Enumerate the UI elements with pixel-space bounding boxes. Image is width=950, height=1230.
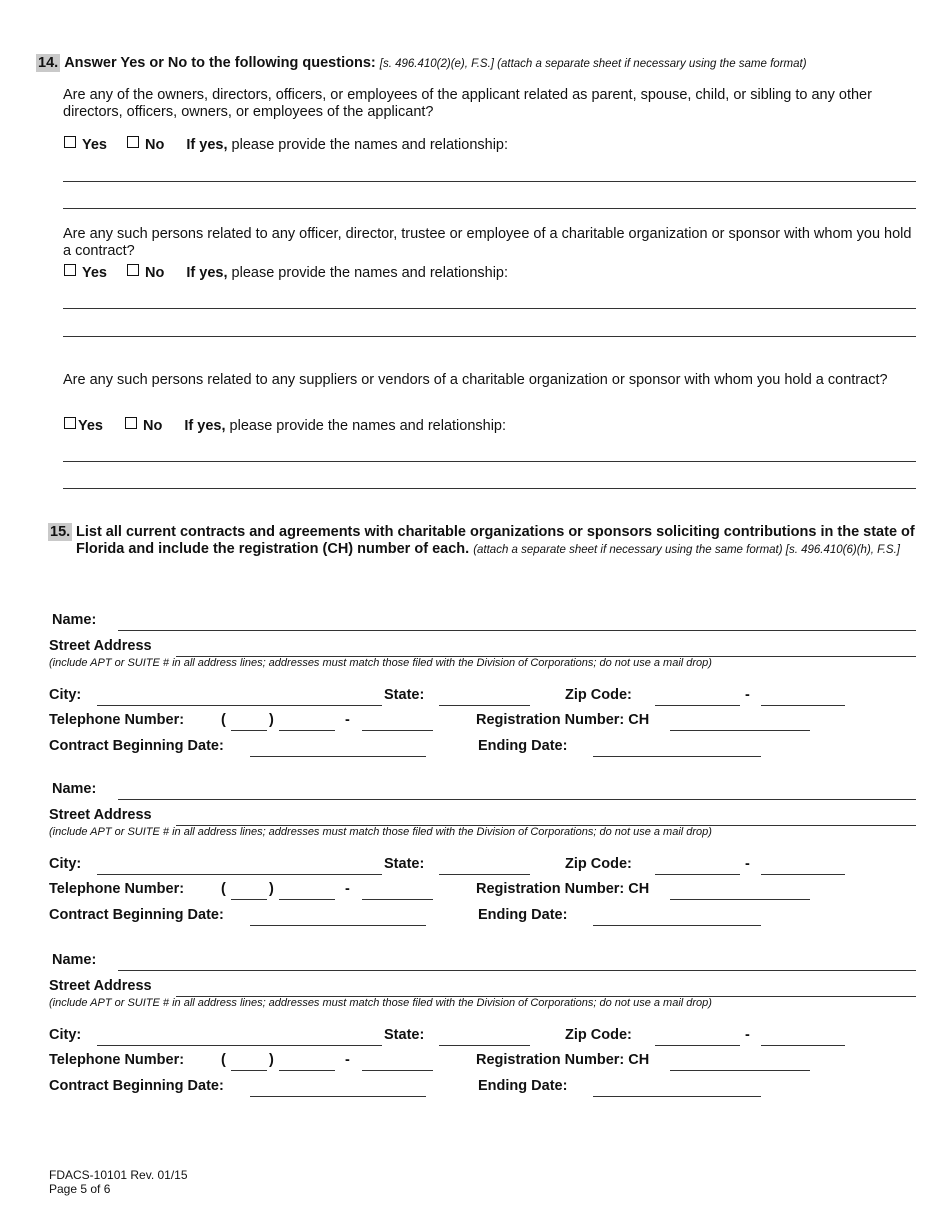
registration-label: Registration Number: CH xyxy=(476,712,650,728)
yes-checkbox[interactable] xyxy=(64,417,76,429)
no-checkbox[interactable] xyxy=(127,136,139,148)
state-field[interactable] xyxy=(439,874,530,875)
phone-line-field[interactable] xyxy=(362,1070,433,1071)
yes-label: Yes xyxy=(78,418,103,434)
telephone-label: Telephone Number: xyxy=(49,881,185,897)
begin-date-field[interactable] xyxy=(250,756,426,757)
street-address-label: Street Address xyxy=(49,807,152,823)
end-date-label: Ending Date: xyxy=(478,1078,568,1094)
end-date-field[interactable] xyxy=(593,756,761,757)
if-yes-instruction xyxy=(184,418,506,434)
phone-prefix-field[interactable] xyxy=(279,1070,335,1071)
name-label: Name: xyxy=(52,612,97,628)
address-note: (include APT or SUITE # in all address lines; addresses must match those filed with the Division of Corporations; do not use a mail drop) xyxy=(49,997,712,1009)
city-field[interactable] xyxy=(97,705,382,706)
yes-option[interactable] xyxy=(64,265,107,281)
phone-dash: - xyxy=(345,712,350,728)
phone-paren-close: ) xyxy=(269,1052,274,1068)
end-date-label: Ending Date: xyxy=(478,738,568,754)
question-citation: (attach a separate sheet if necessary using the same format) [s. 496.410(6)(h), F.S.] xyxy=(473,544,900,556)
phone-paren-open: ( xyxy=(221,881,226,897)
answer-line[interactable] xyxy=(63,336,916,337)
state-label: State: xyxy=(384,1027,425,1043)
answer-line[interactable] xyxy=(63,488,916,489)
question-title: List all current contracts and agreements with charitable organizations or sponsors soliciting contributions in the state of Florida and include the registration (CH) number of each. xyxy=(76,524,915,557)
answer-line[interactable] xyxy=(63,181,916,182)
question-number: 14. xyxy=(38,55,59,71)
zip-dash: - xyxy=(745,687,750,703)
registration-field[interactable] xyxy=(670,899,810,900)
question-15-heading xyxy=(76,524,922,559)
city-label: City: xyxy=(49,856,82,872)
name-field[interactable] xyxy=(118,970,916,971)
yes-label: Yes xyxy=(82,265,107,281)
city-field[interactable] xyxy=(97,1045,382,1046)
zip-extension-field[interactable] xyxy=(761,874,845,875)
answer-line[interactable] xyxy=(63,208,916,209)
phone-paren-close: ) xyxy=(269,712,274,728)
yes-checkbox[interactable] xyxy=(64,136,76,148)
area-code-field[interactable] xyxy=(231,730,267,731)
yes-label: Yes xyxy=(82,137,107,153)
registration-field[interactable] xyxy=(670,730,810,731)
registration-label: Registration Number: CH xyxy=(476,881,650,897)
if-yes-bold: If yes, xyxy=(186,265,228,281)
if-yes-bold: If yes, xyxy=(184,418,226,434)
if-yes-rest: please provide the names and relationship: xyxy=(227,137,509,153)
phone-line-field[interactable] xyxy=(362,899,433,900)
phone-paren-open: ( xyxy=(221,1052,226,1068)
name-label: Name: xyxy=(52,781,97,797)
begin-date-field[interactable] xyxy=(250,925,426,926)
state-field[interactable] xyxy=(439,705,530,706)
question-14c-answer-row xyxy=(64,417,506,434)
name-field[interactable] xyxy=(118,630,916,631)
name-label: Name: xyxy=(52,952,97,968)
no-option[interactable] xyxy=(125,418,162,434)
end-date-field[interactable] xyxy=(593,925,761,926)
question-number: 15. xyxy=(50,524,71,540)
begin-date-label: Contract Beginning Date: xyxy=(49,1078,224,1094)
question-14b-text: Are any such persons related to any officer, director, trustee or employee of a charitable organization or sponsor with whom you hold a contract? xyxy=(63,226,912,259)
begin-date-label: Contract Beginning Date: xyxy=(49,907,224,923)
question-14b-answer-row xyxy=(64,264,508,281)
phone-dash: - xyxy=(345,881,350,897)
form-id: FDACS-10101 Rev. 01/15 xyxy=(49,1168,188,1182)
if-yes-instruction xyxy=(186,137,508,153)
yes-checkbox[interactable] xyxy=(64,264,76,276)
telephone-label: Telephone Number: xyxy=(49,1052,185,1068)
zip-extension-field[interactable] xyxy=(761,1045,845,1046)
area-code-field[interactable] xyxy=(231,899,267,900)
question-14-heading xyxy=(36,55,807,71)
phone-dash: - xyxy=(345,1052,350,1068)
city-field[interactable] xyxy=(97,874,382,875)
question-citation: [s. 496.410(2)(e), F.S.] (attach a separate sheet if necessary using the same format) xyxy=(379,58,807,70)
zip-extension-field[interactable] xyxy=(761,705,845,706)
if-yes-instruction xyxy=(186,265,508,281)
begin-date-label: Contract Beginning Date: xyxy=(49,738,224,754)
yes-option[interactable] xyxy=(64,137,107,153)
question-14c-text: Are any such persons related to any suppliers or vendors of a charitable organization or sponsor with whom you hold a contract? xyxy=(63,372,888,388)
answer-line[interactable] xyxy=(63,308,916,309)
end-date-label: Ending Date: xyxy=(478,907,568,923)
registration-field[interactable] xyxy=(670,1070,810,1071)
no-label: No xyxy=(145,265,165,281)
yes-option[interactable] xyxy=(64,418,103,434)
phone-prefix-field[interactable] xyxy=(279,730,335,731)
question-14a-answer-row xyxy=(64,136,508,153)
phone-paren-close: ) xyxy=(269,881,274,897)
no-option[interactable] xyxy=(127,137,164,153)
zip-field[interactable] xyxy=(655,705,740,706)
question-title: Answer Yes or No to the following questions: xyxy=(64,55,376,71)
question-15-number xyxy=(48,524,72,540)
state-label: State: xyxy=(384,687,425,703)
page-footer xyxy=(49,1168,188,1196)
no-checkbox[interactable] xyxy=(125,417,137,429)
zip-field[interactable] xyxy=(655,1045,740,1046)
end-date-field[interactable] xyxy=(593,1096,761,1097)
no-label: No xyxy=(145,137,165,153)
street-address-label: Street Address xyxy=(49,978,152,994)
telephone-label: Telephone Number: xyxy=(49,712,185,728)
question-14a-text: Are any of the owners, directors, officers, or employees of the applicant related as parent, spouse, child, or sibling to any other directors, officers, owners, or employees of the applicant? xyxy=(63,87,872,120)
page-number: Page 5 of 6 xyxy=(49,1182,111,1196)
no-checkbox[interactable] xyxy=(127,264,139,276)
zip-label: Zip Code: xyxy=(565,1027,632,1043)
zip-label: Zip Code: xyxy=(565,856,632,872)
no-option[interactable] xyxy=(127,265,164,281)
street-address-label: Street Address xyxy=(49,638,152,654)
answer-line[interactable] xyxy=(63,461,916,462)
city-label: City: xyxy=(49,687,82,703)
address-note: (include APT or SUITE # in all address lines; addresses must match those filed with the Division of Corporations; do not use a mail drop) xyxy=(49,826,712,838)
if-yes-rest: please provide the names and relationship: xyxy=(227,265,509,281)
zip-field[interactable] xyxy=(655,874,740,875)
if-yes-rest: please provide the names and relationship: xyxy=(225,418,507,434)
name-field[interactable] xyxy=(118,799,916,800)
zip-dash: - xyxy=(745,1027,750,1043)
zip-label: Zip Code: xyxy=(565,687,632,703)
registration-label: Registration Number: CH xyxy=(476,1052,650,1068)
state-label: State: xyxy=(384,856,425,872)
begin-date-field[interactable] xyxy=(250,1096,426,1097)
address-note: (include APT or SUITE # in all address lines; addresses must match those filed with the Division of Corporations; do not use a mail drop) xyxy=(49,657,712,669)
phone-prefix-field[interactable] xyxy=(279,899,335,900)
area-code-field[interactable] xyxy=(231,1070,267,1071)
phone-line-field[interactable] xyxy=(362,730,433,731)
phone-paren-open: ( xyxy=(221,712,226,728)
no-label: No xyxy=(143,418,163,434)
if-yes-bold: If yes, xyxy=(186,137,228,153)
state-field[interactable] xyxy=(439,1045,530,1046)
city-label: City: xyxy=(49,1027,82,1043)
zip-dash: - xyxy=(745,856,750,872)
